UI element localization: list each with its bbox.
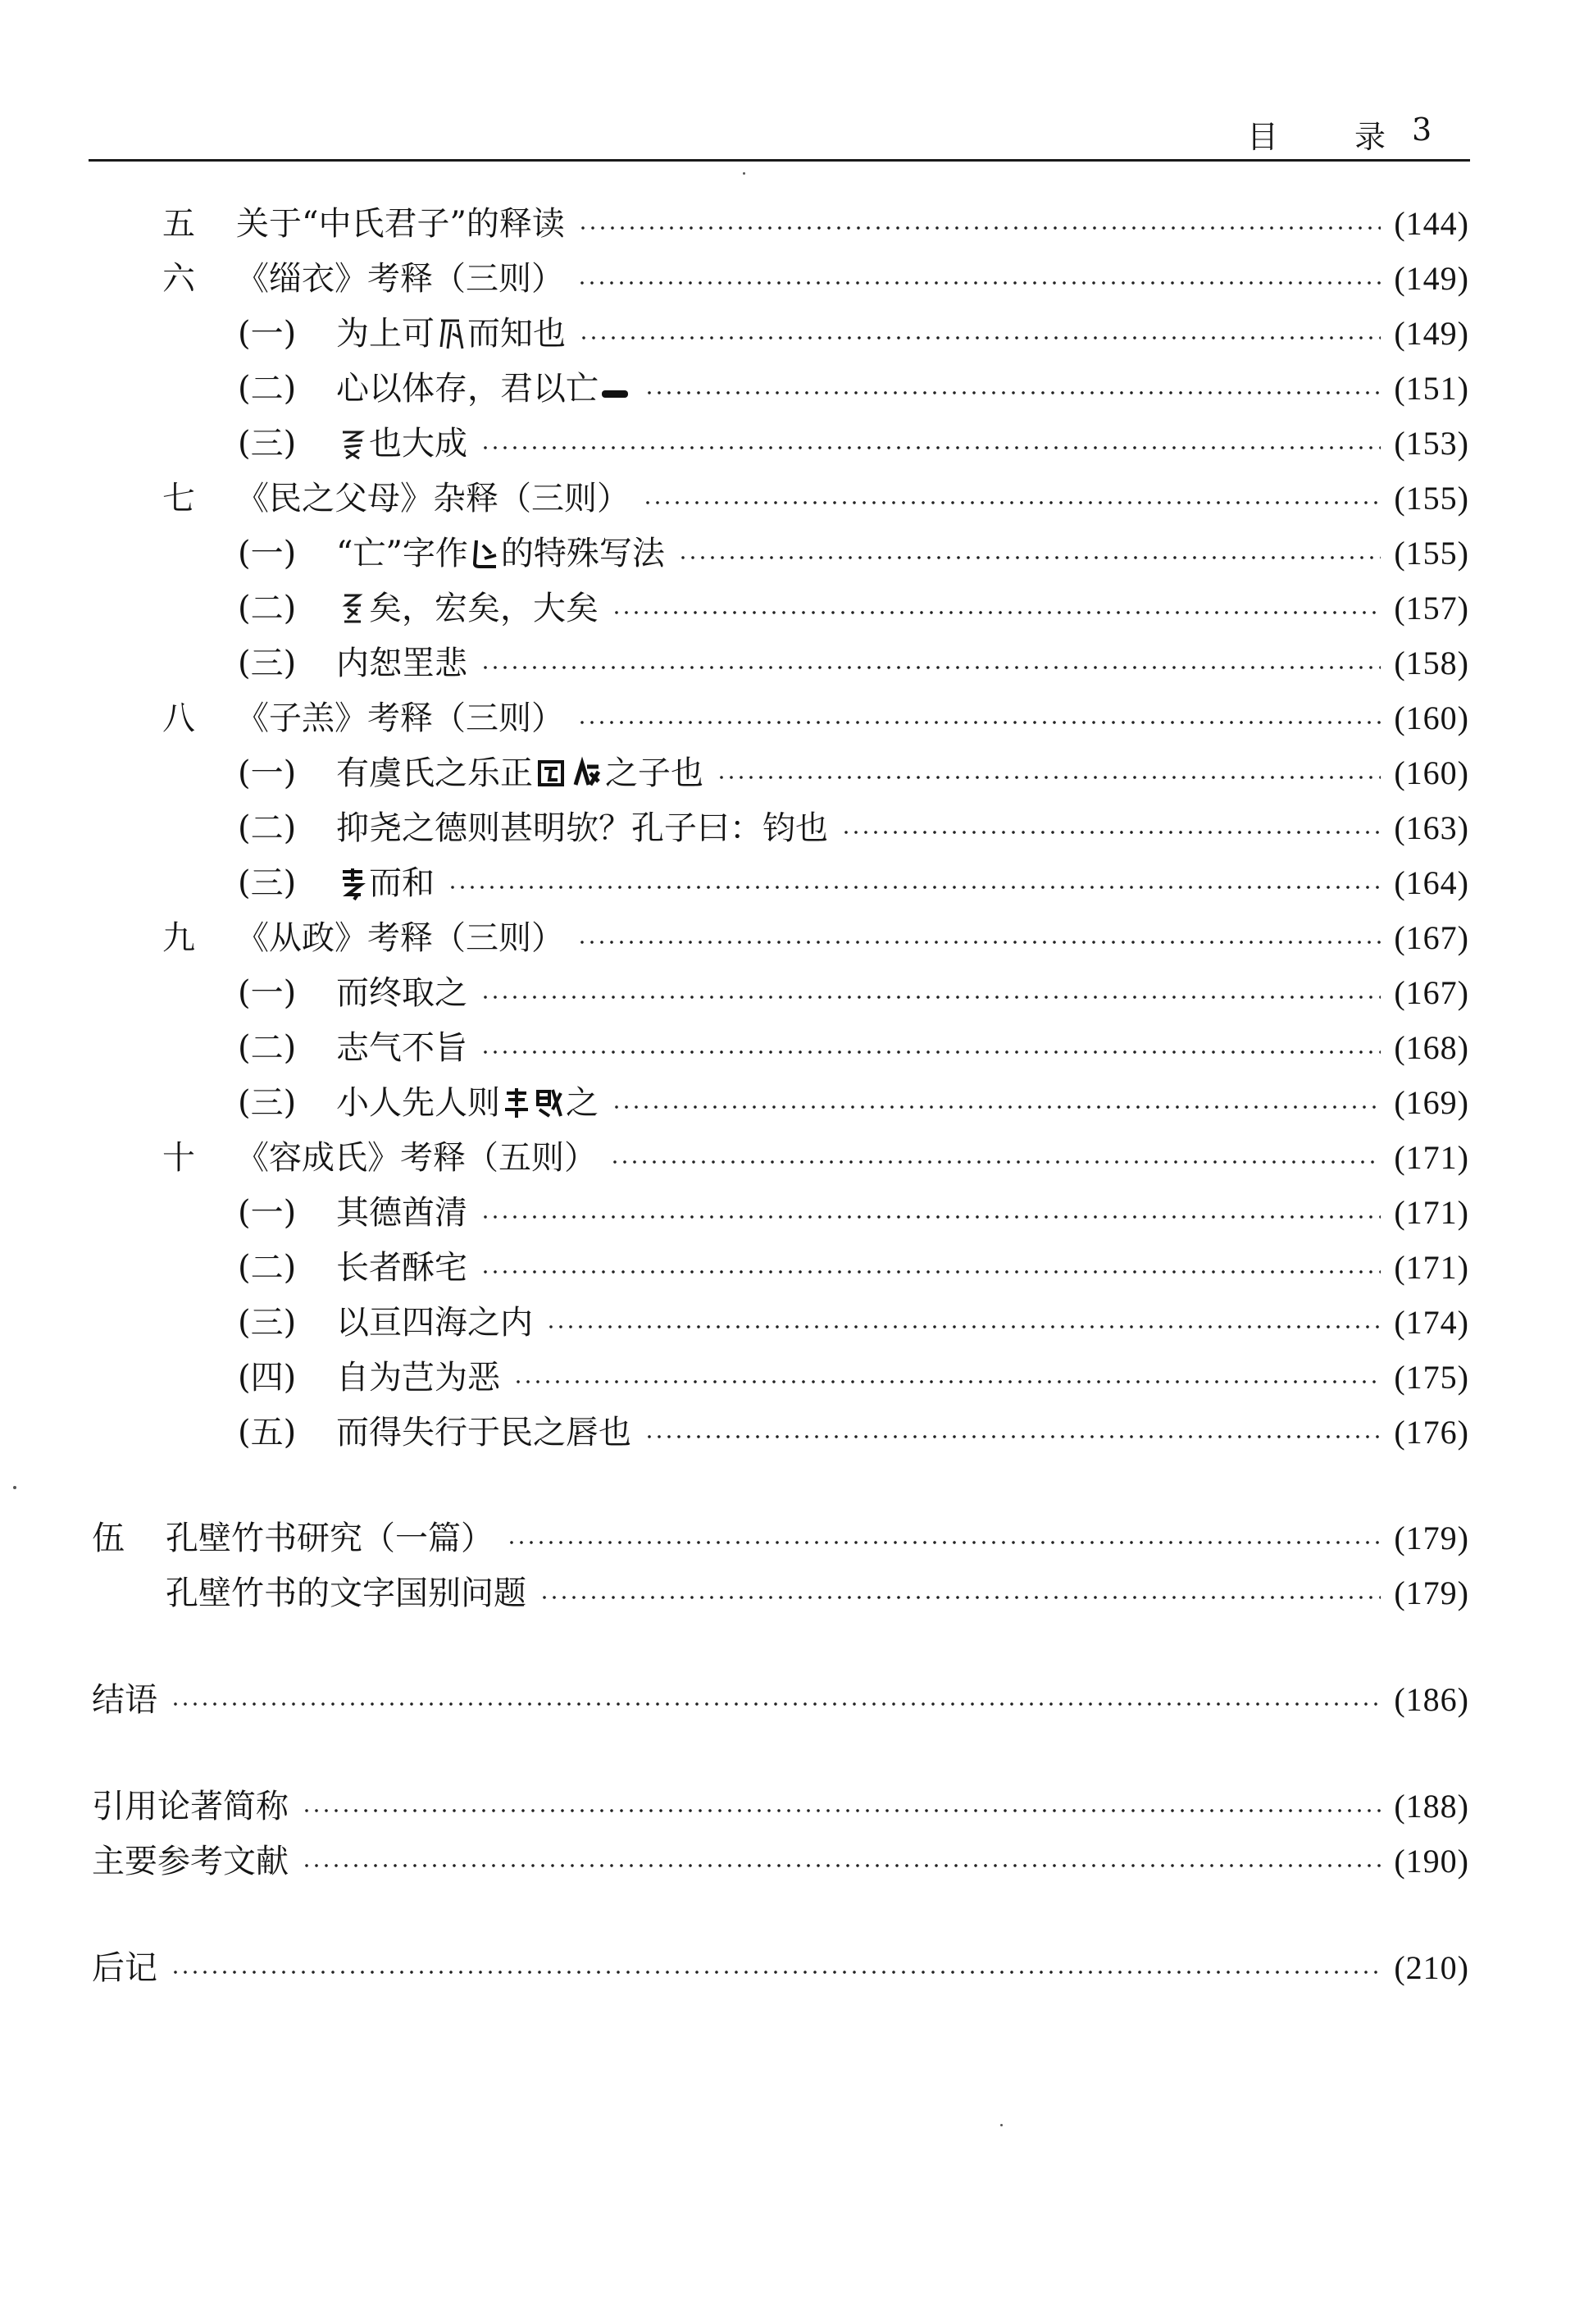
dot-leader	[513, 1378, 1381, 1386]
toc-entry[interactable]	[238, 362, 1469, 416]
dot-leader	[612, 608, 1381, 617]
toc-number: (二)	[238, 1249, 297, 1287]
toc-page: (149)	[1394, 260, 1469, 297]
toc-title: 心以体存，君以亡	[336, 370, 599, 408]
toc-page: (179)	[1394, 1520, 1469, 1556]
toc-entry[interactable]	[162, 1131, 1469, 1185]
dot-leader	[480, 1213, 1381, 1221]
toc-entry[interactable]	[162, 252, 1469, 306]
toc-title: 《子羔》考释（三则）	[236, 699, 564, 737]
toc-page: (144)	[1394, 205, 1469, 242]
toc-entry[interactable]	[92, 1779, 1469, 1834]
dot-leader	[480, 444, 1381, 452]
toc-title: 关于“中氏君子”的释读	[236, 205, 565, 243]
toc-entry[interactable]	[92, 1941, 1469, 1995]
toc-page: (158)	[1394, 645, 1469, 681]
dot-leader	[448, 883, 1381, 891]
dot-leader	[302, 1807, 1381, 1815]
toc-number: 五	[162, 205, 195, 243]
dot-leader	[171, 1700, 1381, 1708]
toc-page: (153)	[1394, 425, 1469, 462]
toc-page: (188)	[1394, 1788, 1469, 1825]
toc-title: 抑尧之德则甚明欤？孔子曰：钧也	[336, 809, 828, 847]
toc-entry[interactable]	[92, 1834, 1469, 1889]
toc-page: (169)	[1394, 1084, 1469, 1121]
toc-entry[interactable]	[238, 1406, 1469, 1460]
toc-page: (190)	[1394, 1843, 1469, 1880]
toc-number: (一)	[238, 754, 297, 792]
toc-entry[interactable]	[238, 1021, 1469, 1075]
toc-page: (167)	[1394, 919, 1469, 956]
toc-page: (167)	[1394, 974, 1469, 1011]
toc-title-after: 而知也	[467, 315, 566, 353]
toc-entry[interactable]	[238, 1241, 1469, 1295]
toc-entry[interactable]	[162, 472, 1469, 526]
toc-number: (二)	[238, 590, 297, 627]
dot-leader	[579, 334, 1381, 342]
toc-page: (179)	[1394, 1574, 1469, 1611]
dot-leader	[612, 1103, 1381, 1111]
running-head-section-2: 录	[1354, 119, 1386, 155]
toc-entry[interactable]	[238, 1296, 1469, 1350]
dot-leader	[480, 663, 1381, 672]
toc-page: (163)	[1394, 809, 1469, 846]
toc-number: (一)	[238, 974, 297, 1012]
toc-page: (186)	[1394, 1681, 1469, 1718]
dot-leader	[643, 499, 1381, 507]
toc-title: 自为芑为恶	[336, 1359, 500, 1397]
toc-entry[interactable]	[238, 526, 1469, 581]
toc-number: (五)	[238, 1414, 297, 1451]
toc-number: (一)	[238, 535, 297, 572]
toc-title: 长者酥宅	[336, 1249, 467, 1287]
ancient-character-glyph	[569, 755, 605, 791]
ancient-character-glyph	[533, 1085, 566, 1121]
dot-leader	[539, 1593, 1381, 1602]
scan-speck	[1000, 2124, 1003, 2126]
toc-entry[interactable]	[238, 856, 1469, 910]
ancient-character-glyph	[336, 865, 369, 901]
toc-entry[interactable]	[238, 307, 1469, 361]
toc-title: 而终取之	[336, 974, 467, 1012]
toc-number: (三)	[238, 645, 297, 682]
dot-leader	[480, 993, 1381, 1001]
toc-page: (171)	[1394, 1139, 1469, 1176]
toc-title: 小人先人则	[336, 1084, 500, 1122]
toc-entry[interactable]	[238, 581, 1469, 636]
toc-title: 以亘四海之内	[336, 1304, 533, 1342]
toc-entry[interactable]	[162, 911, 1469, 965]
toc-number: (二)	[238, 1029, 297, 1067]
toc-title: 为上可	[336, 315, 435, 353]
dot-leader	[480, 1268, 1381, 1276]
toc-entry[interactable]	[238, 966, 1469, 1020]
dot-leader	[841, 828, 1381, 836]
scan-speck	[743, 172, 745, 175]
ancient-character-glyph	[435, 316, 467, 352]
ancient-character-glyph	[533, 755, 569, 791]
toc-title: 《民之父母》杂释（三则）	[236, 480, 630, 517]
toc-title: 《从政》考释（三则）	[236, 919, 564, 957]
toc-title: 《容成氏》考释（五则）	[236, 1139, 597, 1177]
dot-leader	[302, 1861, 1381, 1870]
toc-number: (三)	[238, 1084, 297, 1122]
toc-page: (176)	[1394, 1414, 1469, 1451]
toc-title-after: 也大成	[369, 425, 467, 463]
dot-leader	[644, 389, 1381, 397]
ancient-character-glyph	[599, 371, 631, 407]
toc-title: 而得失行于民之唇也	[336, 1414, 631, 1451]
toc-page: (168)	[1394, 1029, 1469, 1066]
toc-title: 内恕罜悲	[336, 645, 467, 682]
toc-entry[interactable]	[238, 1076, 1469, 1130]
toc-title-after: 之	[566, 1084, 599, 1122]
toc-title: 有虞氏之乐正	[336, 754, 533, 792]
dot-leader	[171, 1968, 1381, 1976]
dot-leader	[610, 1158, 1381, 1166]
toc-number: 伍	[92, 1520, 125, 1557]
dot-leader	[644, 1433, 1381, 1441]
scan-speck	[13, 1486, 16, 1489]
toc-title: 主要参考文献	[92, 1843, 289, 1880]
toc-page: (160)	[1394, 699, 1469, 736]
toc-page: (174)	[1394, 1304, 1469, 1341]
toc-title-after: 而和	[369, 864, 435, 902]
toc-entry[interactable]	[92, 1673, 1469, 1727]
toc-title: 志气不旨	[336, 1029, 467, 1067]
dot-leader	[546, 1323, 1381, 1331]
toc-entry[interactable]	[162, 691, 1469, 745]
toc-entry[interactable]	[162, 197, 1469, 251]
toc-number: 十	[162, 1139, 195, 1177]
dot-leader	[678, 554, 1381, 562]
toc-title-after: 的特殊写法	[500, 535, 665, 572]
toc-number: 八	[162, 699, 195, 737]
toc-page: (210)	[1394, 1949, 1469, 1986]
toc-page: (157)	[1394, 590, 1469, 627]
toc-number: 九	[162, 919, 195, 957]
ancient-character-glyph	[336, 590, 369, 627]
dot-leader	[577, 279, 1381, 287]
toc-number: (三)	[238, 864, 297, 902]
toc-entry[interactable]	[166, 1566, 1469, 1620]
toc-entry[interactable]	[238, 636, 1469, 690]
toc-entry[interactable]	[238, 417, 1469, 471]
toc-entry[interactable]	[238, 801, 1469, 855]
toc-number: (三)	[238, 425, 297, 463]
toc-number: (三)	[238, 1304, 297, 1342]
toc-page: (171)	[1394, 1194, 1469, 1231]
dot-leader	[717, 773, 1381, 782]
dot-leader	[577, 718, 1381, 727]
toc-number: 六	[162, 260, 195, 298]
toc-title: 其德酋清	[336, 1194, 467, 1232]
ancient-character-glyph	[468, 535, 501, 572]
toc-number: (一)	[238, 315, 297, 353]
toc-number: 七	[162, 480, 195, 517]
toc-title: 孔壁竹书的文字国别问题	[166, 1574, 526, 1612]
toc-page: (164)	[1394, 864, 1469, 901]
toc-title-after: 矣，宏矣，大矣	[369, 590, 599, 627]
dot-leader	[480, 1048, 1381, 1056]
toc-title: 孔壁竹书研究（一篇）	[166, 1520, 494, 1557]
toc-number: (二)	[238, 809, 297, 847]
toc-entry[interactable]	[238, 746, 1469, 800]
toc-entry[interactable]	[238, 1186, 1469, 1240]
toc-title: 结语	[92, 1681, 157, 1719]
toc-page: (149)	[1394, 315, 1469, 352]
running-head-page-number: 3	[1412, 112, 1432, 148]
toc-entry[interactable]	[238, 1351, 1469, 1405]
toc-number: (二)	[238, 370, 297, 408]
toc-entry[interactable]	[92, 1511, 1469, 1565]
ancient-character-glyph	[336, 426, 369, 462]
toc-title: 后记	[92, 1949, 157, 1987]
toc-page: (151)	[1394, 370, 1469, 407]
toc-number: (一)	[238, 1194, 297, 1232]
toc-title: 《缁衣》考释（三则）	[236, 260, 564, 298]
toc-page: (155)	[1394, 480, 1469, 517]
dot-leader	[507, 1538, 1381, 1547]
toc-number: (四)	[238, 1359, 297, 1397]
dot-leader	[578, 224, 1381, 232]
toc-title: “亡”字作	[336, 535, 468, 572]
toc-page: (175)	[1394, 1359, 1469, 1396]
toc-title: 引用论著简称	[92, 1788, 289, 1825]
toc-page: (171)	[1394, 1249, 1469, 1286]
dot-leader	[577, 938, 1381, 946]
toc-title-after: 之子也	[605, 754, 703, 792]
toc-page: (155)	[1394, 535, 1469, 572]
toc-page: (160)	[1394, 754, 1469, 791]
running-head-section: 目	[1247, 119, 1279, 155]
ancient-character-glyph	[500, 1085, 533, 1121]
